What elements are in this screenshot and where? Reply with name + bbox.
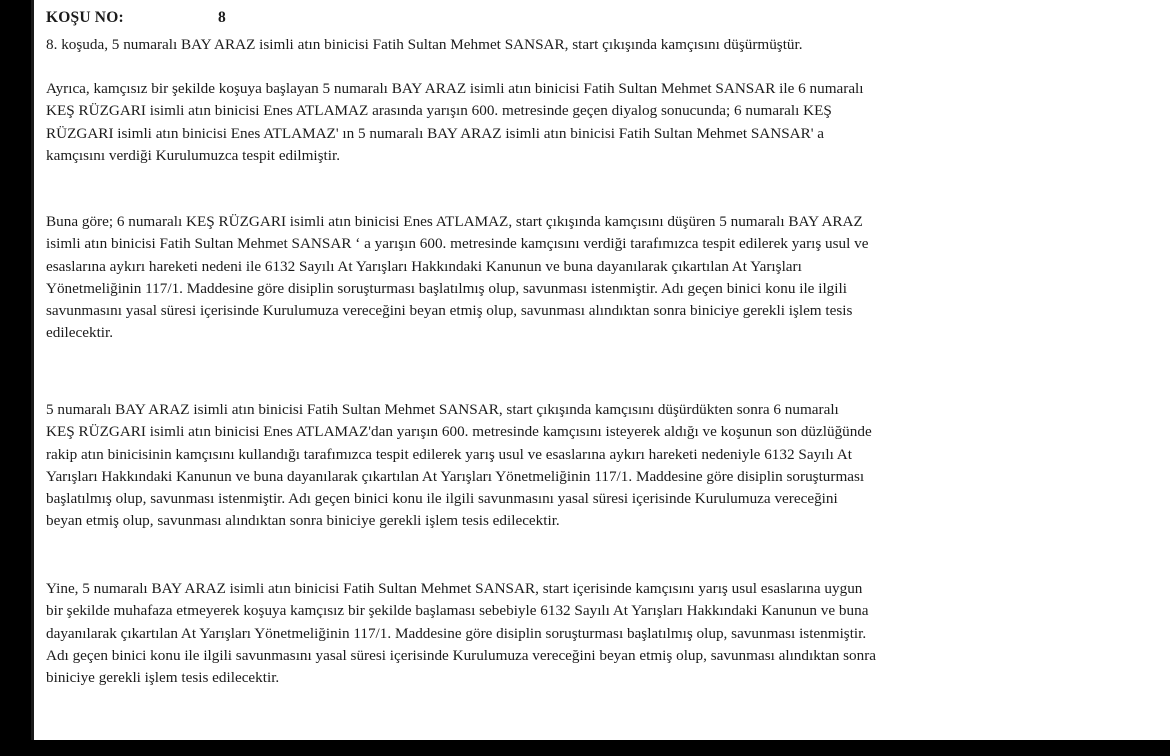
race-header <box>46 9 226 27</box>
text-line: 5 numaralı BAY ARAZ isimli atın binicisi Fatih Sultan Mehmet SANSAR, start çıkışında kamçısını düşürdükten sonra 6 numaralı <box>46 401 839 418</box>
text-line: savunmasını yasal süresi içerisinde Kurulumuza vereceğini beyan etmiş olup, savunması alındıktan sonra biniciye gerekli işlem tesis <box>46 302 853 320</box>
text-line: KEŞ RÜZGARI isimli atın binicisi Enes ATLAMAZ'dan yarışın 600. metresinde kamçısını isteyerek aldığı ve koşunun son düzlüğünde <box>46 423 872 441</box>
text-line: Yarışları Hakkındaki Kanunun ve buna dayanılarak çıkartılan At Yarışları Yönetmeliğinin 117/1. Maddesine göre disiplin soruşturması <box>46 467 865 485</box>
text-line: biniciye gerekli işlem tesis edilecektir. <box>46 669 280 687</box>
paragraph-3 <box>46 211 1170 345</box>
text-line: Yine, 5 numaralı BAY ARAZ isimli atın binicisi Fatih Sultan Mehmet SANSAR, start içerisinde kamçısını yarış usul esaslarına uygun <box>46 580 863 597</box>
text-line: beyan etmiş olup, savunması alındıktan sonra biniciye gerekli işlem tesis edilecektir. <box>46 512 560 530</box>
bottom-border <box>0 740 1170 756</box>
text-line: rakip atın binicisinin kamçısını kullandığı tarafımızca tespit edilerek yarış usul ve esaslarına aykırı hareketi nedeniyle 6132 Sayılı At <box>46 445 852 463</box>
text-line: edilecektir. <box>46 324 114 342</box>
text-line: dayanılarak çıkartılan At Yarışları Yönetmeliğinin 117/1. Maddesine göre disiplin soruşturması başlatılmış olup, savunması istenmiştir. <box>46 624 867 642</box>
text-line: kamçısını verdiği Kurulumuzca tespit edilmiştir. <box>46 146 340 164</box>
text-line: esaslarına aykırı hareketi nedeni ile 6132 Sayılı At Yarışları Hakkındaki Kanunun ve buna dayanılarak çıkartılan At Yarışları <box>46 257 802 275</box>
text-line: Adı geçen binici konu ile ilgili savunmasını yasal süresi içerisinde Kurulumuza vereceğini beyan etmiş olup, savunması alındıktan sonra <box>46 646 877 664</box>
text-line: başlatılmış olup, savunması istenmiştir. Adı geçen binici konu ile ilgili savunmasını yasal süresi içerisinde Kurulumuza vereceğini <box>46 490 838 508</box>
paragraph-1 <box>46 34 1170 56</box>
text-line: KEŞ RÜZGARI isimli atın binicisi Enes ATLAMAZ arasında yarışın 600. metresinde geçen diyalog sonucunda; 6 numaralı KEŞ <box>46 102 832 120</box>
paragraph-5 <box>46 578 1170 689</box>
race-number-label: KOŞU NO: <box>46 9 124 26</box>
text-line: 8. koşuda, 5 numaralı BAY ARAZ isimli atın binicisi Fatih Sultan Mehmet SANSAR, start çıkışında kamçısını düşürmüştür. <box>46 36 803 53</box>
text-line: RÜZGARI isimli atın binicisi Enes ATLAMAZ' ın 5 numaralı BAY ARAZ isimli atın binicisi Fatih Sultan Mehmet SANSAR' a <box>46 124 825 142</box>
text-line: Buna göre; 6 numaralı KEŞ RÜZGARI isimli atın binicisi Enes ATLAMAZ, start çıkışında kamçısını düşüren 5 numaralı BAY ARAZ <box>46 213 863 230</box>
paragraph-2 <box>46 78 1170 167</box>
text-line: isimli atın binicisi Fatih Sultan Mehmet SANSAR ‘ a yarışın 600. metresinde kamçısını verdiği tarafımızca tespit edilerek yarış usul ve <box>46 235 869 253</box>
document-page <box>31 0 1170 740</box>
text-line: Ayrıca, kamçısız bir şekilde koşuya başlayan 5 numaralı BAY ARAZ isimli atın binicisi Fatih Sultan Mehmet SANSAR ile 6 numaralı <box>46 80 864 97</box>
text-line: Yönetmeliğinin 117/1. Maddesine göre disiplin soruşturması başlatılmış olup, savunması istenmiştir. Adı geçen binici konu ile ilgili <box>46 279 847 297</box>
race-number-value: 8 <box>218 9 226 26</box>
paragraph-4 <box>46 399 1170 533</box>
text-line: bir şekilde muhafaza etmeyerek koşuya kamçısız bir şekilde başlaması sebebiyle 6132 Sayılı At Yarışları Hakkındaki Kanunun ve buna <box>46 602 869 620</box>
